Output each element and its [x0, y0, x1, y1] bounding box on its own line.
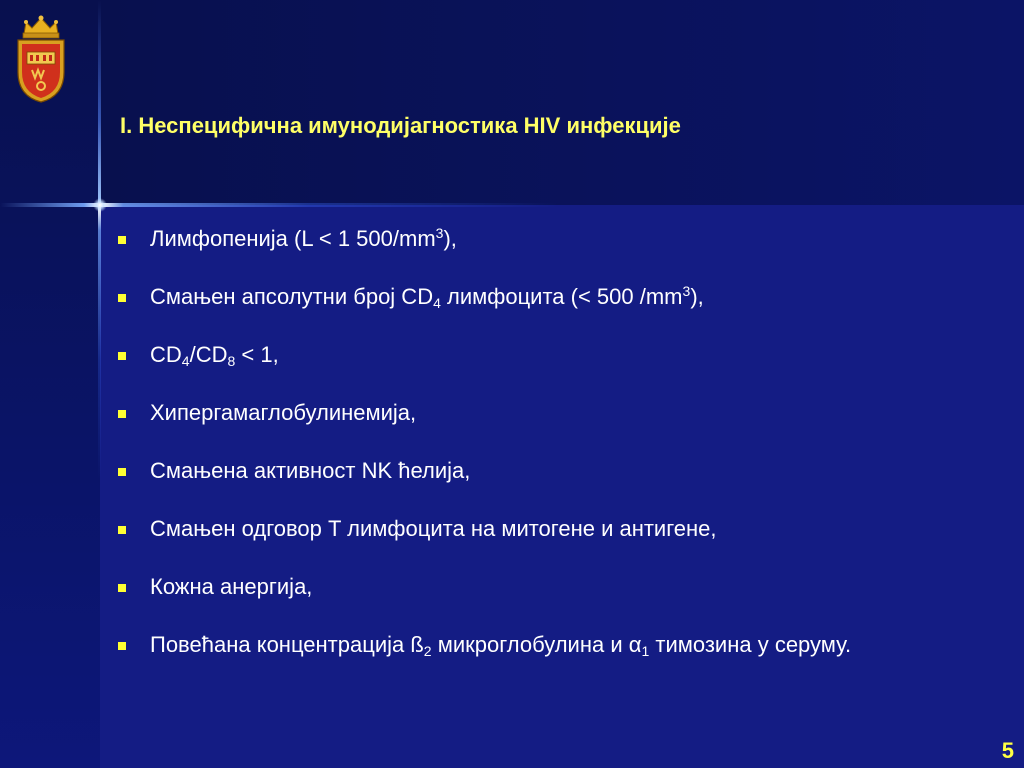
list-item [118, 342, 998, 400]
vertical-glow-line [98, 0, 101, 480]
list-item [118, 458, 998, 516]
bullet-text: Лимфопенија (L < 1 $500/mm^3$), [150, 225, 457, 251]
top-band [100, 0, 1024, 205]
bullet-square-icon [118, 236, 126, 244]
alpha-symbol: α [628, 632, 642, 657]
bullet-text: Кожна анергија, [150, 574, 313, 599]
bullet-square-icon [118, 410, 126, 418]
bullet-square-icon [118, 584, 126, 592]
slide-title: I. Неспецифична имунодијагностика HIV инфекције [120, 113, 681, 138]
coat-of-arms-icon [12, 12, 70, 104]
bullet-square-icon [118, 468, 126, 476]
bullet-text: Смањен одговор T лимфоцита на митогене и антигене, [150, 516, 717, 541]
bullet-list [118, 226, 998, 690]
bullet-square-icon [118, 526, 126, 534]
bullet-square-icon [118, 642, 126, 650]
page-number: 5 [1001, 738, 1014, 763]
list-item [118, 574, 998, 632]
list-item [118, 226, 998, 284]
bullet-square-icon [118, 294, 126, 302]
left-band [0, 0, 100, 768]
list-item [118, 284, 998, 342]
bullet-text: Хипергамаглобулинемија, [150, 400, 417, 425]
list-item [118, 400, 998, 458]
bullet-text: $CD_4/CD_8 < 1$, [150, 342, 279, 369]
bullet-text: Смањен апсолутни број $CD_4$ лимфоцита (< 500 $/mm^3$), [150, 283, 704, 311]
horizontal-glow-line [0, 203, 560, 207]
list-item [118, 632, 998, 690]
bullet-square-icon [118, 352, 126, 360]
bullet-text: Смањена активност NK ћелија, [150, 458, 471, 483]
bullet-text: Повећана концентрација $ß_2$ микроглобулина и $\alpha_1$ тимозина у серуму. [150, 632, 852, 659]
list-item [118, 516, 998, 574]
glow-star [93, 198, 107, 212]
